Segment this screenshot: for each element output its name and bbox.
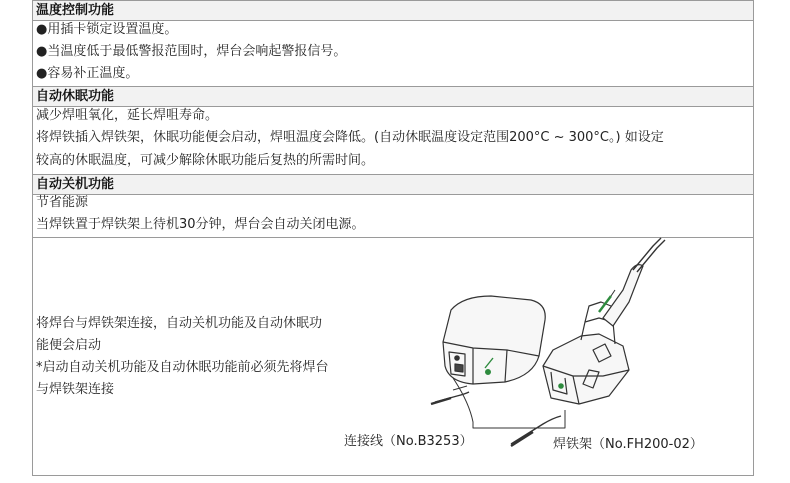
stand-caption: 焊铁架（No.FH200-02） bbox=[553, 437, 703, 452]
temp-control-line-3: ●容易补正温度。 bbox=[36, 66, 139, 81]
auto-off-line-2: 当焊铁置于焊铁架上待机30分钟，焊台会自动关闭电源。 bbox=[36, 217, 365, 232]
feature-table bbox=[32, 0, 754, 476]
connection-line-4: 与焊铁架连接 bbox=[36, 382, 115, 397]
stand-port-dot bbox=[559, 384, 563, 388]
auto-sleep-line-3: 较高的休眠温度，可减少解除休眠功能后复热的所需时间。 bbox=[36, 153, 375, 168]
auto-sleep-line-1: 减少焊咀氧化，延长焊咀寿命。 bbox=[36, 108, 219, 123]
auto-off-heading: 自动关机功能 bbox=[33, 174, 753, 195]
soldering-iron-drawing bbox=[599, 238, 665, 326]
station-port-dot bbox=[486, 370, 491, 375]
temp-control-line-1: ●用插卡锁定设置温度。 bbox=[36, 22, 178, 37]
temp-control-heading: 温度控制功能 bbox=[33, 0, 753, 21]
auto-sleep-line-2: 将焊铁插入焊铁架，休眠功能便会启动，焊咀温度会降低。(自动休眠温度设定范围200°C ~ 300°C。) 如设定 bbox=[36, 130, 664, 145]
connection-line-2: 能便会启动 bbox=[36, 338, 102, 353]
auto-off-line-1: 节省能源 bbox=[36, 195, 89, 210]
temp-control-line-2: ●当温度低于最低警报范围时，焊台会响起警报信号。 bbox=[36, 44, 347, 59]
station-illustration bbox=[33, 0, 753, 476]
cable-caption: 连接线（No.B3253） bbox=[344, 434, 473, 449]
soldering-station-drawing bbox=[443, 296, 545, 390]
connection-line-3: *启动自动关机功能及自动休眠功能前必须先将焊台 bbox=[36, 360, 329, 375]
auto-sleep-heading: 自动休眠功能 bbox=[33, 86, 753, 107]
connection-line-1: 将焊台与焊铁架连接，自动关机功能及自动休眠功 bbox=[36, 316, 323, 331]
